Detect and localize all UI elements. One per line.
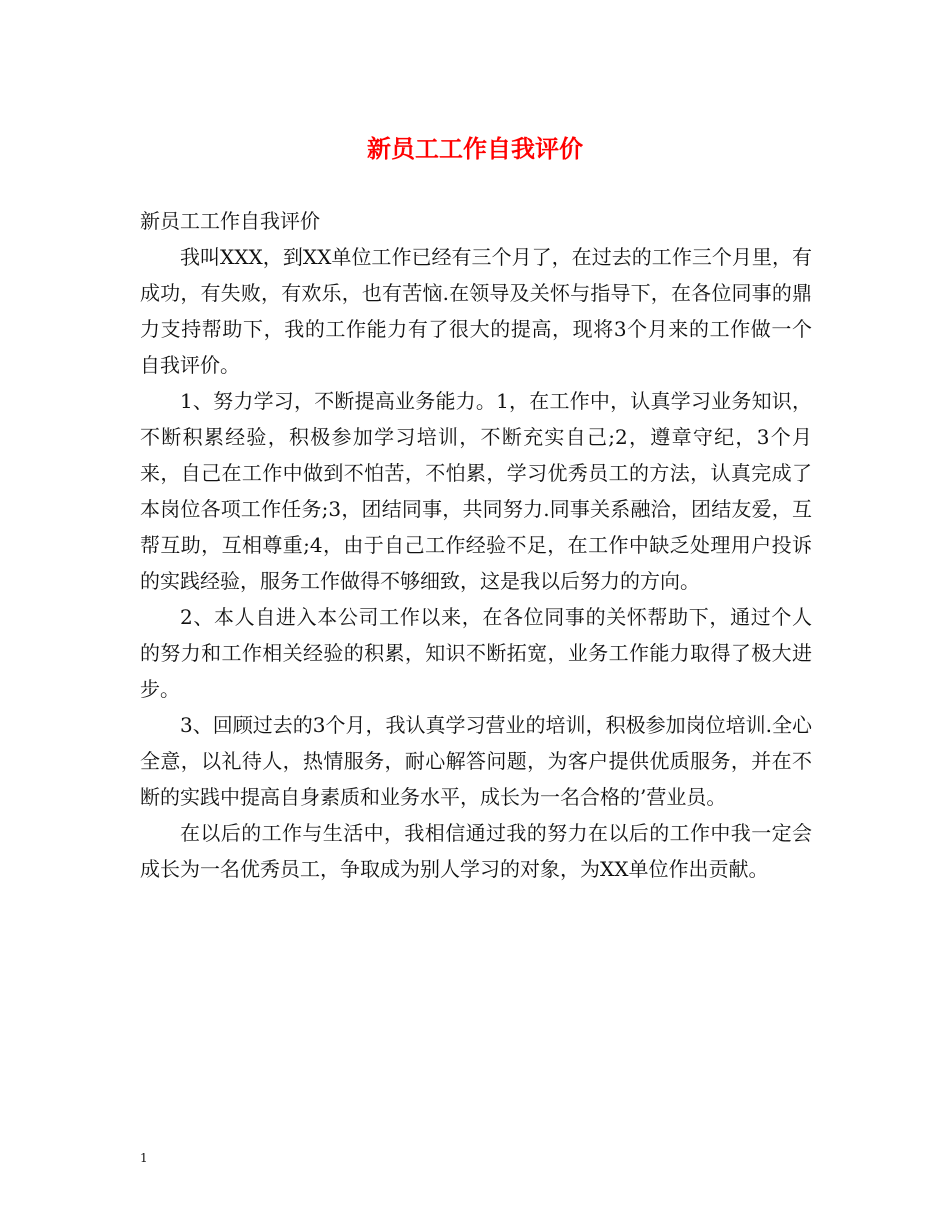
page-title: 新员工工作自我评价 [367, 134, 583, 163]
document-subtitle: 新员工工作自我评价 [140, 209, 320, 233]
paragraph-conclusion: 在以后的工作与生活中，我相信通过我的努力在以后的工作中我一定会成长为一名优秀员工，争取成为别人学习的对象，为XX单位作出贡献。 [140, 821, 812, 881]
paragraph-point-2: 2、本人自进入本公司工作以来，在各位同事的关怀帮助下，通过个人的努力和工作相关经验的积累，知识不断拓宽，业务工作能力取得了极大进步。 [140, 605, 812, 701]
paragraph-point-1: 1、努力学习，不断提高业务能力。1，在工作中，认真学习业务知识，不断积累经验，积极参加学习培训，不断充实自己;2，遵章守纪，3个月来，自己在工作中做到不怕苦，不怕累，学习优秀员工的方法，认真完成了本岗位各项工作任务;3，团结同事，共同努力.同事关系融洽，团结友爱，互帮互助，互相尊重;4，由于自己工作经验不足，在工作中缺乏处理用户投诉的实践经验，服务工作做得不够细致，这是我以后努力的方向。 [140, 389, 812, 593]
paragraph-intro: 我叫XXX，到XX单位工作已经有三个月了，在过去的工作三个月里，有成功，有失败，有欢乐，也有苦恼.在领导及关怀与指导下，在各位同事的鼎力支持帮助下，我的工作能力有了很大的提高，现将3个月来的工作做一个自我评价。 [140, 245, 812, 377]
document-body [140, 239, 812, 887]
page-number: 1 [140, 1151, 148, 1165]
paragraph-point-3: 3、回顾过去的3个月，我认真学习营业的培训，积极参加岗位培训.全心全意，以礼待人，热情服务，耐心解答问题，为客户提供优质服务，并在不断的实践中提高自身素质和业务水平，成长为一名合格的’营业员。 [140, 713, 812, 809]
